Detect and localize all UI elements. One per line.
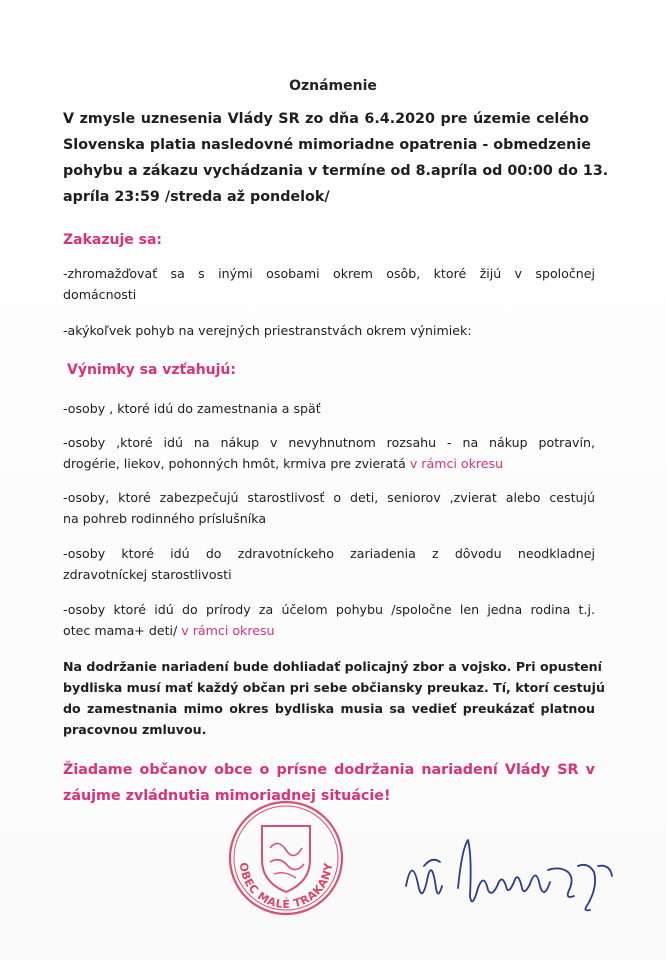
exception-item: [63, 487, 595, 529]
prohibited-item: [63, 263, 595, 305]
exception-item-line: -osoby, ktoré zabezpečujú starostlivosť o deti, seniorov ,zvierat alebo cestujú: [63, 490, 595, 505]
enforcement-line: Na dodržanie nariadení bude dohliadať policajný zbor a vojsko. Pri opustení: [63, 659, 602, 674]
exception-item: [63, 543, 595, 585]
enforcement-line: do zamestnania mimo okres bydliska musia sa vedieť preukázať platnou: [63, 701, 595, 716]
handwritten-signature: [398, 826, 618, 918]
exceptions-heading: Výnimky sa vzťahujú:: [67, 362, 236, 378]
exception-item-line: -osoby ktoré idú do zdravotníckeho zariadenia z dôvodu neodkladnej: [63, 546, 595, 561]
closing-line: záujme zvládnutia mimoriadnej situácie!: [63, 788, 391, 804]
enforcement-line: bydliska musí mať každý občan pri sebe občiansky preukaz. Tí, ktorí cestujú: [63, 680, 605, 695]
exception-item-line: -osoby ktoré idú do prírody za účelom pohybu /spoločne len jedna rodina t.j.: [63, 602, 595, 617]
intro-line: pohybu a zákazu vychádzania v termíne od 8.apríla od 00:00 do 13.: [63, 163, 609, 179]
exception-item: [63, 432, 595, 474]
exception-item-line: drogérie, liekov, pohonných hmôt, krmiva pre zvieratá: [63, 456, 406, 471]
document-title: Oznámenie: [289, 78, 377, 94]
intro-line: Slovenska platia nasledovné mimoriadne opatrenia - obmedzenie: [63, 137, 591, 153]
region-highlight: v rámci okresu: [177, 623, 275, 638]
intro-line: V zmysle uznesenia Vlády SR zo dňa 6.4.2020 pre územie celého: [63, 111, 589, 127]
prohibited-item-line: -zhromažďovať sa s inými osobami okrem osôb, ktoré žijú v spoločnej: [63, 266, 595, 281]
intro-line: apríla 23:59 /streda až pondelok/: [63, 189, 330, 205]
prohibited-heading: Zakazuje sa:: [63, 232, 163, 248]
exception-item-line: -osoby ,ktoré idú na nákup v nevyhnutnom rozsahu - na nákup potravín,: [63, 435, 595, 450]
exception-item-line: otec mama+ deti/: [63, 623, 178, 638]
exception-item: [63, 599, 595, 641]
closing-line: Žiadame občanov obce o prísne dodržania nariadení Vlády SR v: [63, 762, 595, 778]
exception-item-line: zdravotníckej starostlivosti: [63, 567, 232, 582]
prohibited-item-line: domácnosti: [63, 287, 137, 302]
enforcement-line: pracovnou zmluvou.: [63, 722, 207, 737]
exception-item: -osoby , ktoré idú do zamestnania a späť: [63, 401, 321, 416]
enforcement-paragraph: [63, 656, 605, 740]
stamp-label: OBEC MALÉ TRAKANY: [236, 861, 336, 912]
prohibited-item: -akýkoľvek pohyb na verejných priestranstvách okrem výnimiek:: [63, 323, 472, 338]
municipal-stamp: [226, 798, 346, 918]
exception-item-line: na pohreb rodinného príslušníka: [63, 511, 267, 526]
region-highlight: v rámci okresu: [405, 456, 504, 471]
intro-paragraph: [63, 106, 609, 210]
